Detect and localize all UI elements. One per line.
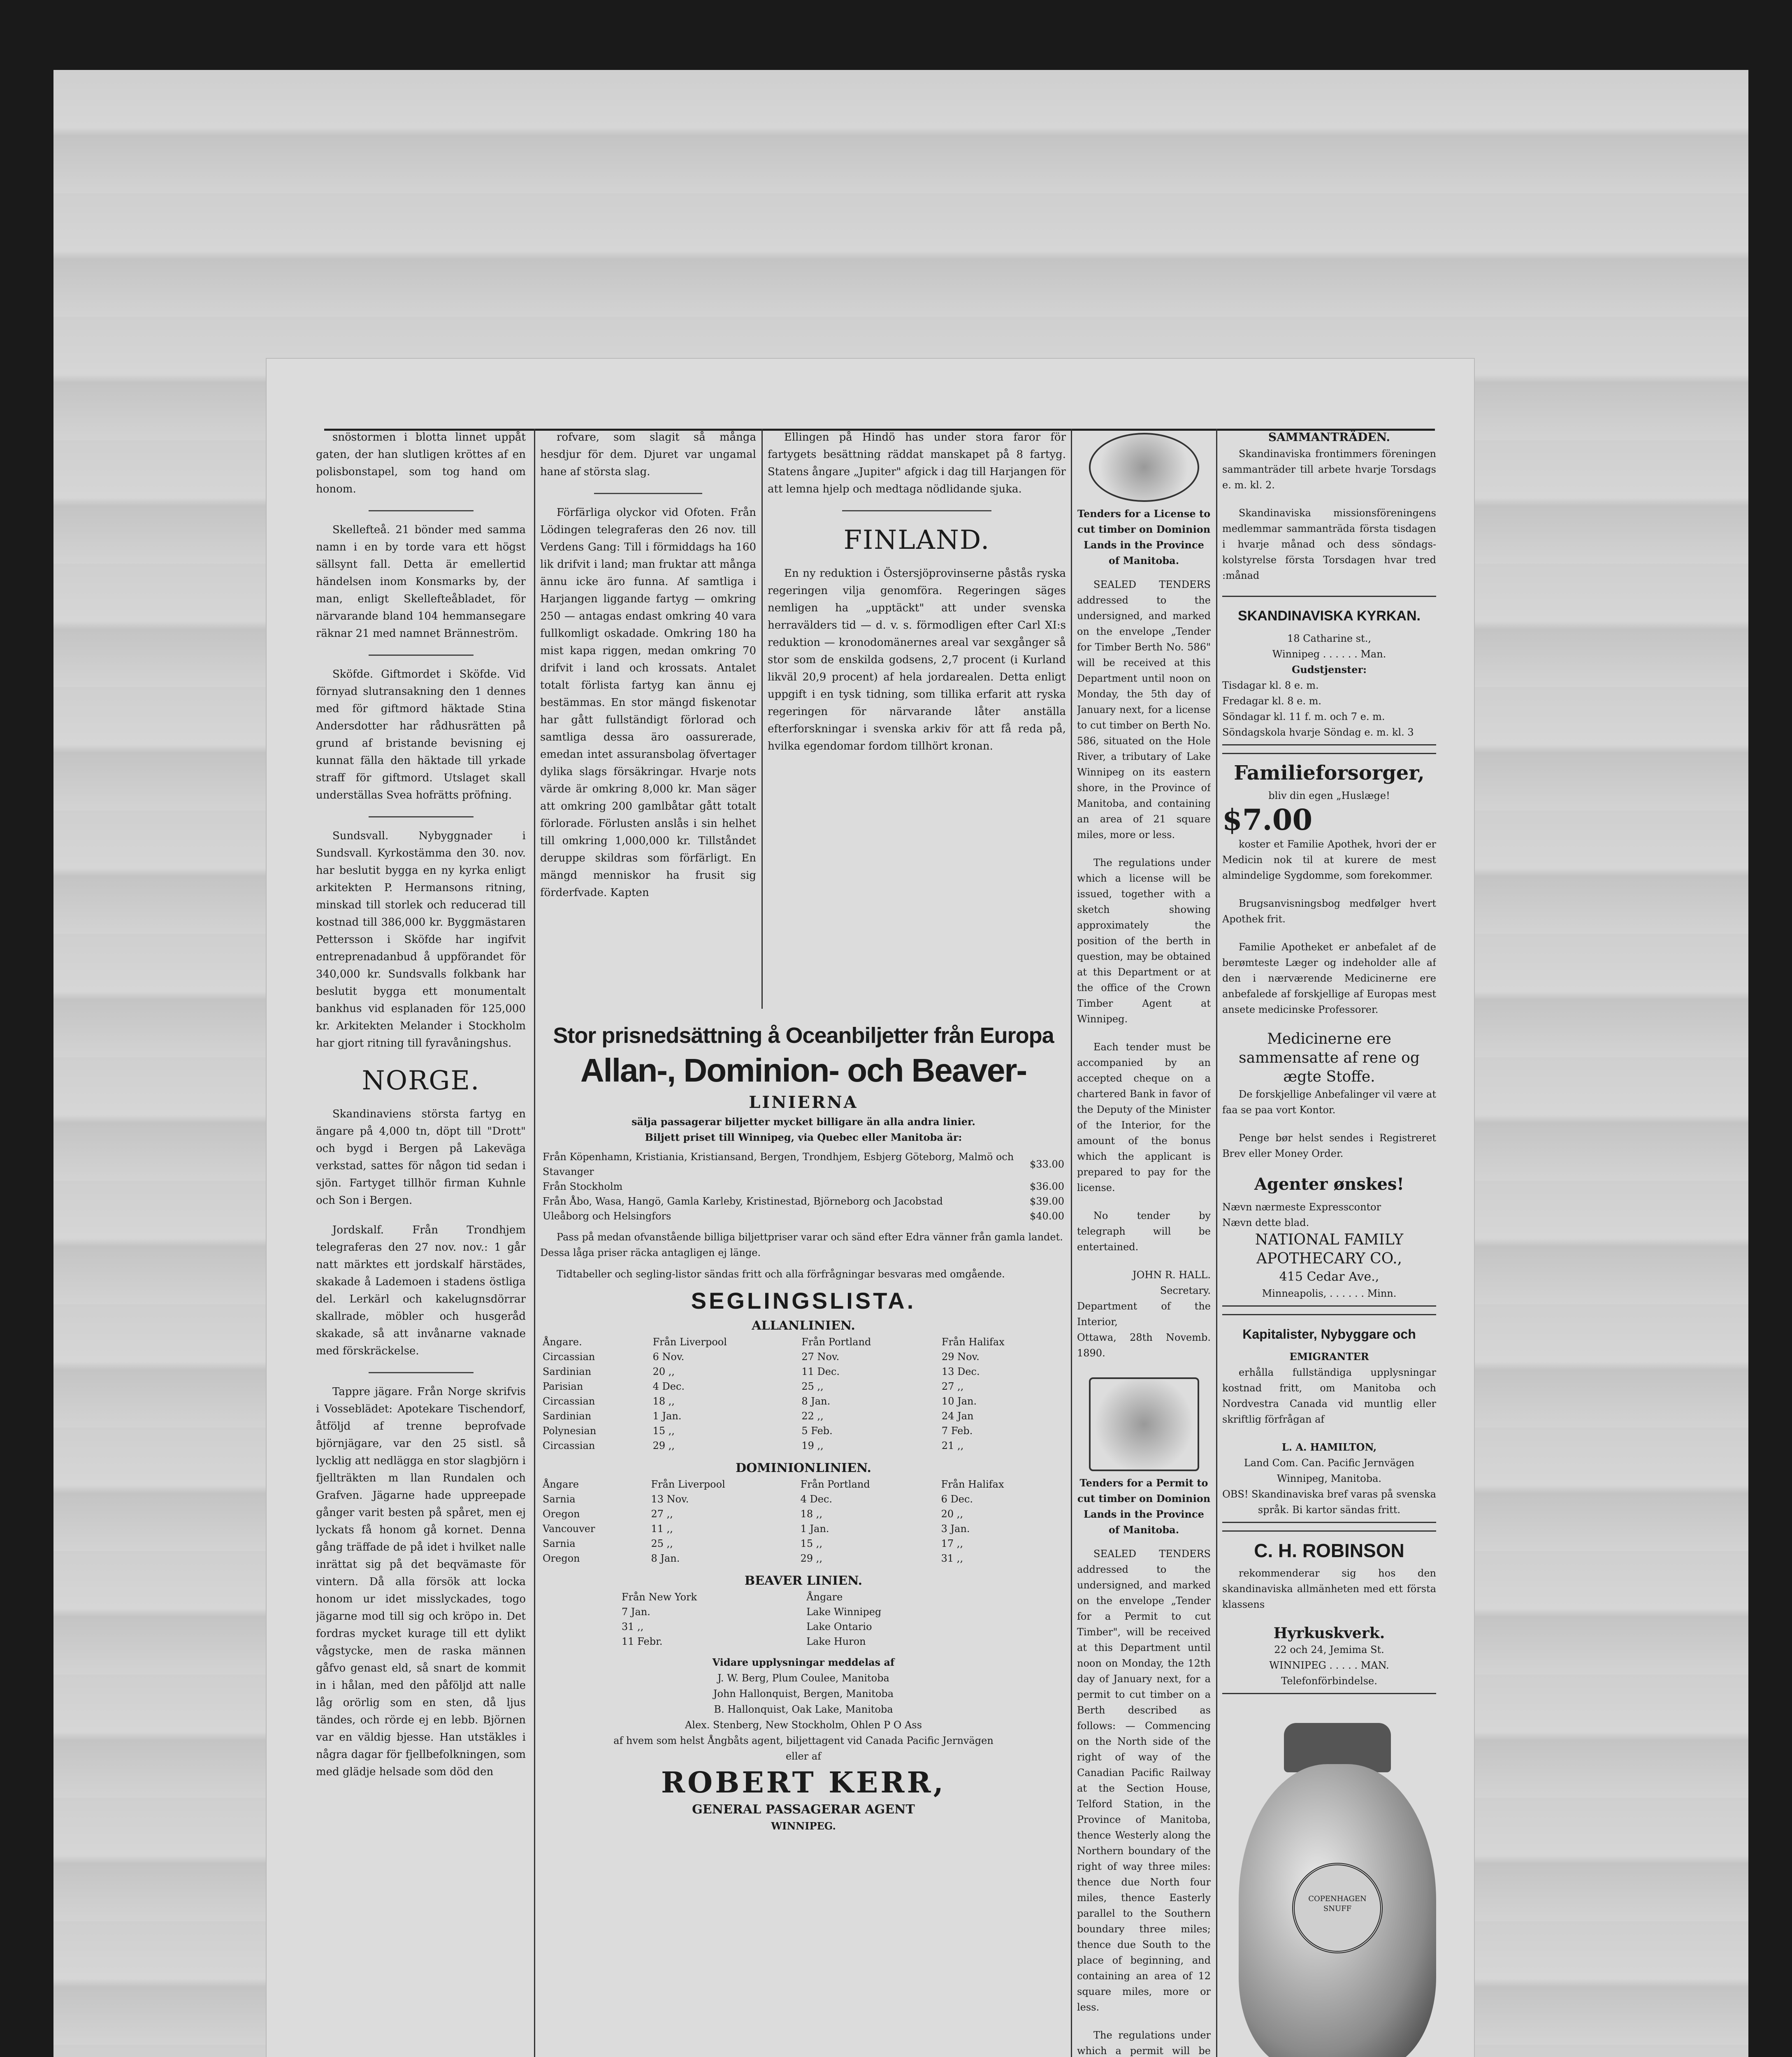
- hamilton-name: L. A. HAMILTON,: [1281, 1441, 1377, 1453]
- cell: 18 ,,: [800, 1508, 823, 1520]
- notice-signer-title: Secretary.: [1160, 1285, 1211, 1296]
- header-cell: Från Halifax: [941, 1336, 1005, 1348]
- cell: Sardinian: [543, 1366, 592, 1377]
- header-cell: Ångare: [543, 1479, 579, 1490]
- cell: Lake Ontario: [806, 1621, 872, 1632]
- cell: 19 ,,: [801, 1440, 824, 1451]
- cell: Polynesian: [543, 1425, 597, 1437]
- cell: 20 ,,: [941, 1508, 963, 1520]
- route-cell: Från Stockholm: [543, 1181, 623, 1192]
- price-cell: $36.00: [1030, 1181, 1064, 1192]
- table-row: [540, 1149, 1067, 1179]
- notice-para: No tender by telegraph will be entertained.: [1077, 1210, 1211, 1253]
- familie-text: koster et Familie Apothek, hvori der er Medicin nok til at kurere de mest almindelige Sygdomme, som forekommer.: [1222, 838, 1436, 881]
- agents-intro: Vidare upplysningar meddelas af: [712, 1656, 895, 1668]
- notice-dept: Department of the Interior,: [1077, 1300, 1211, 1328]
- apothecary-city: Minneapolis, . . . . . . Minn.: [1262, 1288, 1397, 1299]
- table-header: [540, 1477, 1067, 1492]
- table-row: [619, 1604, 988, 1619]
- cell: 6 Nov.: [652, 1351, 685, 1363]
- hamilton-city: Winnipeg, Manitoba.: [1277, 1473, 1382, 1484]
- column-divider: [1071, 429, 1072, 2057]
- notice-signer: JOHN R. HALL.: [1133, 1269, 1211, 1281]
- notice-para: The regulations under which a license will be issued, together with a sketch showing approximately the position of the berth in question, may be obtained at this Department or at the office of the Crown Timber Agent at Winnipeg.: [1077, 857, 1211, 1025]
- coat-of-arms-icon: [1089, 1377, 1199, 1471]
- article-skofde: Sköfde. Giftmordet i Sköfde. Vid förnyad slutransakning den 1 dennes med för giftmord häktade Stina Andersdotter har rådhusrätten på grund af bristande bevisning ej kunnat fälla den häktade till yrkade straff för giftmord. Utslaget skall underställas Svea hofrätts pröfning.: [316, 668, 526, 801]
- cell: 15 ,,: [800, 1538, 823, 1549]
- ad-sub2: Biljett priset till Winnipeg, via Quebec eller Manitoba är:: [645, 1131, 962, 1143]
- header-cell: Från Liverpool: [651, 1479, 725, 1490]
- table-row: [540, 1423, 1067, 1438]
- agent-line: B. Hallonquist, Oak Lake, Manitoba: [714, 1704, 893, 1715]
- table-header: [540, 1335, 1067, 1349]
- cell: Sarnia: [543, 1493, 576, 1505]
- cell: 27 ,,: [941, 1381, 964, 1392]
- table-row: [540, 1209, 1067, 1224]
- cell: 20 ,,: [652, 1366, 675, 1377]
- article-snostormen: snöstormen i blotta linnet uppåt gaten, der han slutligen kröttes af en polisbonstapel, som tog hand om honom.: [316, 431, 526, 495]
- price-cell: $33.00: [1030, 1159, 1064, 1170]
- cell: 5 Feb.: [801, 1425, 833, 1437]
- cell: 29 Nov.: [941, 1351, 980, 1363]
- hyrkuskverk: Hyrkuskverk.: [1273, 1625, 1385, 1642]
- notice-para: Each tender must be accompanied by an accepted cheque on a chartered Bank in favor of the Deputy of the Minister of the Interior, for the amount of the bonus which the applicant is prepared to pay for the license.: [1077, 1041, 1211, 1193]
- cell: 11 Dec.: [801, 1366, 840, 1377]
- cell: 31 ,,: [941, 1553, 963, 1564]
- header-cell: Ångare: [806, 1591, 843, 1603]
- agent-line: Alex. Stenberg, New Stockholm, Ohlen P O Ass: [685, 1719, 922, 1731]
- cell: 18 ,,: [652, 1395, 675, 1407]
- apothecary-address: 415 Cedar Ave.,: [1279, 1270, 1379, 1284]
- table-row: [540, 1394, 1067, 1409]
- kyrkan-time: Fredagar kl. 8 e. m.: [1222, 695, 1321, 707]
- separator: [369, 510, 474, 511]
- table-row: [540, 1507, 1067, 1521]
- article-reduktion: En ny reduktion i Östersjöprovinserne påstås ryska regeringen vilja genomföra. Regeringen säges nemligen ha „upptäckt" att under svenska herravälders tid — d. v. s. förmodligen efter Carl XI:s reduktion — kronodomänernes areal var sexgånger så stor som de enskilda godsens, 2,7 procent (i Kurland likväl 20,9 procent) af hela jordarealen. Detta enligt uppgift i en tysk tidning, som tillika erfarit att ryska regeringen för närvarande låter anställa efterforskningar i svenska arkiv för att få reda på, hvilka egendomar fordom tillhört kronan.: [768, 567, 1066, 752]
- robinson-ad: [1222, 1530, 1436, 1694]
- ad-note1: Pass på medan ofvanstående billiga biljettpriser varar och sänd efter Edra vänner från gamla landet. Dessa låga priser räcka antagligen ej länge.: [540, 1231, 1063, 1258]
- cell: 13 Nov.: [651, 1493, 689, 1505]
- cell: 24 Jan: [941, 1410, 974, 1422]
- kyrkan-time: Tisdagar kl. 8 e. m.: [1222, 680, 1319, 691]
- kyrkan-time: Söndagskola hvarje Söndag e. m. kl. 3: [1222, 727, 1414, 738]
- article-jordskalf: Jordskalf. Från Trondhjem telegraferas den 27 nov. nov.: 1 går natt märktes ett jordskalf härstädes, skakade å Lademoen i stadens östliga del. Lerkärl och kakelugnsdörrar skallrade, möbler och husgeråd skakade, så att invånarne vaknade med förskräckelse.: [316, 1224, 526, 1357]
- navn: Nævn dette blad.: [1222, 1217, 1309, 1228]
- allan-title: ALLANLINIEN.: [752, 1319, 855, 1333]
- ad-lines-title: Allan-, Dominion- och Beaver-: [580, 1052, 1027, 1089]
- header-cell: Från Portland: [801, 1336, 871, 1348]
- notice-para: SEALED TENDERS addressed to the undersigned, and marked on the envelope „Tender for a Permit to cut Timber", will be received at this Department until noon on Monday, the 12th day of January next, for a permit to cut timber on a Berth described as follows: — Commencing on the North side of the right of way of the Canadian Pacific Railway at the Section House, Telford Station, in the Province of Manitoba, thence Westerly along the Northern boundary of the right of way three miles: thence due North four miles, thence Easterly parallel to the Southern boundary three miles; thence due South to the place of beginning, and containing an area of 12 square miles, more or less.: [1077, 1548, 1211, 2013]
- price-cell: $39.00: [1030, 1196, 1064, 1207]
- header-cell: Från New York: [622, 1591, 697, 1603]
- obs-note: OBS! Skandinaviska bref varas på svenska språk. Bi kartor sändas fritt.: [1222, 1488, 1436, 1516]
- notice-para: The regulations under which a permit will be: [1077, 2029, 1211, 2057]
- separator: [842, 510, 991, 511]
- agents-note: af hvem som helst Ångbåts agent, biljettagent vid Canada Pacific Jernvägen: [613, 1735, 993, 1746]
- table-row: [619, 1634, 988, 1649]
- agent-city: WINNIPEG.: [771, 1820, 836, 1832]
- column-divider: [534, 429, 535, 2057]
- article-drott: Skandinaviens största fartyg en ängare på 4,000 tn, döpt till "Drott" och bygd i Bergen på Lakeväga verkstad, sattes för någon tid sedan i sjön. Fartyget tillhör firman Kuhnle och Son i Bergen.: [316, 1108, 526, 1207]
- telefon: Telefonförbindelse.: [1281, 1675, 1377, 1687]
- cell: Sarnia: [543, 1538, 576, 1549]
- header-cell: Ångare.: [543, 1336, 582, 1348]
- kyrkan-address: 18 Catharine st.,: [1287, 633, 1371, 644]
- cell: 3 Jan.: [941, 1523, 970, 1535]
- cell: Lake Huron: [806, 1636, 866, 1647]
- sammantraden-item: Skandinaviska missionsföreningens medlemmar sammanträda första tisdagen i hvarje månad och dess söndags-kolstyrelse första Torsdagen hvar tred :månad: [1222, 507, 1436, 581]
- cell: 13 Dec.: [941, 1366, 980, 1377]
- cell: Oregon: [543, 1553, 580, 1564]
- cell: Circassian: [543, 1395, 595, 1407]
- familie-big: Medicinerne ere sammensatte af rene og ægte Stoffe.: [1239, 1031, 1420, 1085]
- finland-heading: FINLAND.: [843, 525, 990, 555]
- allan-table: [540, 1335, 1067, 1453]
- table-row: [540, 1409, 1067, 1423]
- cell: 1 Jan.: [652, 1410, 682, 1422]
- emigranter: EMIGRANTER: [1289, 1351, 1369, 1363]
- ad-note2: Tidtabeller och segling-listor sändas fritt och alla förfrågningar besvaras med omgående.: [557, 1268, 1005, 1280]
- cell: 11 ,,: [651, 1523, 673, 1535]
- kyrkan-time: Söndagar kl. 11 f. m. och 7 e. m.: [1222, 711, 1385, 722]
- cell: 31 ,,: [622, 1621, 644, 1632]
- cell: 7 Feb.: [941, 1425, 973, 1437]
- cell: 17 ,,: [941, 1538, 963, 1549]
- dominion-table: [540, 1477, 1067, 1566]
- cell: 15 ,,: [652, 1425, 675, 1437]
- sammantraden-item: Skandinaviska frontimmers föreningen sammanträder till arbete hvarje Torsdags e. m. kl. 2.: [1222, 448, 1436, 491]
- notice1-title: Tenders for a License to cut timber on Dominion Lands in the Province of Manitoba.: [1077, 508, 1211, 566]
- separator: [369, 816, 474, 817]
- familie-text: Brugsanvisningsbog medfølger hvert Apothek frit.: [1222, 898, 1436, 925]
- header-cell: Från Portland: [800, 1479, 870, 1490]
- agent-title: GENERAL PASSAGERAR AGENT: [692, 1802, 915, 1817]
- familie-sub: bliv din egen „Huslæge!: [1268, 790, 1390, 801]
- article-ofoten: Förfärliga olyckor vid Ofoten. Från Lödingen telegraferas den 26 nov. till Verdens Gang: Till i förmiddags ha 160 lik drifvit i land; man fruktar att många ännu icke äro funna. Af samtliga i Harjangen liggande fartyg — omkring 250 — antagas endast omkring 40 vara fullkomligt oskadade. Omkring 180 ha mist kapa riggen, medan omkring 70 drifvit i land och krossats. Antalet totalt förlista fartyg kan ännu ej bestämmas. En stor mängd fiskenotar har gått fullständigt förlorad och samtliga dessa äro oassurerade, emedan intet assuransbolag öfvertager dylika slags försäkringar. Hvarje nots värde är omkring 8,000 kr. Man säger att omkring 200 gamlbåtar gått totalt förlorade. Förlusten anslås i sin helhet till omkring 1,000,000 kr. Tillståndet deruppe skildras som förfärligt. En mängd menniskor ha frusit sig förderfvade. Kapten: [540, 506, 756, 899]
- familie-text: Penge bør helst sendes i Registreret Brev eller Money Order.: [1222, 1132, 1436, 1159]
- column-3: [768, 429, 1066, 1005]
- table-row: [540, 1179, 1067, 1194]
- cell: 21 ,,: [941, 1440, 964, 1451]
- notice2-title: Tenders for a Permit to cut timber on Dominion Lands in the Province of Manitoba.: [1077, 1477, 1211, 1536]
- separator: [369, 1372, 474, 1373]
- column-divider: [761, 429, 763, 1009]
- kyrkan-city: Winnipeg . . . . . . Man.: [1272, 648, 1386, 660]
- sammantraden-title: SAMMANTRÄDEN.: [1268, 430, 1390, 444]
- kyrkan-ad: [1222, 596, 1436, 745]
- table-row: [540, 1551, 1067, 1566]
- column-4: [1077, 429, 1211, 2057]
- cell: 29 ,,: [800, 1553, 823, 1564]
- kyrkan-title: SKANDINAVISKA KYRKAN.: [1238, 608, 1421, 624]
- agenter: Agenter ønskes!: [1254, 1175, 1404, 1194]
- header-cell: Från Liverpool: [652, 1336, 727, 1348]
- kapitalister-ad: [1222, 1314, 1436, 1523]
- cell: 7 Jan.: [622, 1606, 650, 1618]
- agent-name: ROBERT KERR,: [661, 1765, 946, 1799]
- jar-label: COPENHAGEN SNUFF: [1292, 1863, 1383, 1953]
- familie-text: Familie Apotheket er anbefalet af de berømteste Læger og indeholder alle af den i nærværende Medicinerne ere anbefalede af forskjellige af Europas mest ansete medicinske Professorer.: [1222, 941, 1436, 1015]
- table-header: [619, 1590, 988, 1604]
- cell: 22 ,,: [801, 1410, 824, 1422]
- cell: 4 Dec.: [800, 1493, 833, 1505]
- robinson-city: WINNIPEG . . . . . MAN.: [1269, 1660, 1389, 1671]
- table-row: [540, 1194, 1067, 1209]
- cell: Lake Winnipeg: [806, 1606, 882, 1618]
- table-row: [540, 1379, 1067, 1394]
- familie-price: $7.00: [1222, 803, 1313, 837]
- robinson-address: 22 och 24, Jemima St.: [1274, 1644, 1384, 1655]
- cell: 4 Dec.: [652, 1381, 685, 1392]
- crest-icon: [1089, 433, 1199, 502]
- cell: 11 Febr.: [622, 1636, 663, 1647]
- price-cell: $40.00: [1030, 1210, 1064, 1222]
- table-row: [540, 1492, 1067, 1507]
- cell: Oregon: [543, 1508, 580, 1520]
- robinson-text: rekommenderar sig hos den skandinaviska allmänheten med ett första klassens: [1222, 1567, 1436, 1610]
- cell: 1 Jan.: [800, 1523, 829, 1535]
- article-rofvare: rofvare, som slagit så många hesdjur för dem. Djuret var ungamal hane af största slag.: [540, 431, 756, 478]
- hamilton-title: Land Com. Can. Pacific Jernvägen: [1244, 1457, 1415, 1469]
- header-cell: Från Halifax: [941, 1479, 1004, 1490]
- beaver-title: BEAVER LINIEN.: [744, 1574, 863, 1588]
- column-divider: [1216, 429, 1217, 2057]
- cell: 27 ,,: [651, 1508, 673, 1520]
- ad-linierna: LINIERNA: [749, 1093, 858, 1112]
- cell: Sardinian: [543, 1410, 592, 1422]
- familie-text: De forskjellige Anbefalinger vil være at faa se paa vort Kontor.: [1222, 1089, 1436, 1116]
- article-sundsvall: Sundsvall. Nybyggnader i Sundsvall. Kyrkostämma den 30. nov. har beslutit bygga en ny kyrka enligt arkitekten P. Hermansons ritning, minskad till storlek och reducerad till kostnad till 386,000 kr. Byggmästaren Pettersson i Sköfde har ingifvit entreprenadanbud å uppförandet för 340,000 kr. Sundsvalls folkbank har beslutit bygga ett monumentalt bankhus vid esplanaden för 125,000 kr. Arkitekten Melander i Stockholm har gjort ritning till fyravåningshus.: [316, 830, 526, 1049]
- separator: [369, 655, 474, 656]
- eller-af: eller af: [785, 1751, 822, 1762]
- snuff-jar-image: [1222, 1706, 1436, 2057]
- cell: 25 ,,: [651, 1538, 673, 1549]
- column-5: [1222, 429, 1436, 2057]
- kapitalister-title: Kapitalister, Nybyggare och: [1242, 1327, 1416, 1342]
- cell: 25 ,,: [801, 1381, 824, 1392]
- familie-ad: [1222, 753, 1436, 1307]
- newspaper-page: [267, 359, 1474, 2057]
- article-skelleftea: Skellefteå. 21 bönder med samma namn i en by torde vara ett högst sällsynt fall. Detta är emellertid händelsen inom Konsmarks by, der man, enligt Skellefteåbladet, för närvarande bland 104 hemmansegare räknar 21 med namnet Bränneström.: [316, 524, 526, 640]
- robinson-name: C. H. ROBINSON: [1254, 1540, 1404, 1561]
- agent-line: J. W. Berg, Plum Coulee, Manitoba: [717, 1672, 889, 1684]
- apothecary-name: NATIONAL FAMILY APOTHECARY CO.,: [1255, 1231, 1404, 1267]
- gudstjenster: Gudstjenster:: [1291, 664, 1367, 676]
- cell: 10 Jan.: [941, 1395, 977, 1407]
- article-tappre-jagare: Tappre jägare. Från Norge skrifvis i Vosseblädet: Apotekare Tischendorf, åtföljd af trenne beprofvade björnjägare, var den 25 sistl. så lycklig att nedlägga en stor slagbjörn i fjellträkten m llan Rundalen och Grafven. Jägarne hade uppreepade gånger varit besten på spåret, men ej lyckats få honom gå kornet. Denna gång träffade de på idet i hvilket nalle inrättat sig på det beqvämaste för vintern. Då alla försök att locka honom ur idet misslyckades, togo jägarne mod till sig och kröpo in. Det fordras mycket kurage till ett dylikt vågstycke, men de raska männen gåfvo genast eld, så snart de kommit in i hålan, med den påföljd att nalle låg orörlig som en sten, då ljus tändes, och rörde ej en lebb. Björnen var en väldig bjesse. Han utstäkles i några dagar för fjellbefolkningen, som med glädje helsade som död den: [316, 1386, 526, 1778]
- ad-headline: Stor prisnedsättning å Oceanbiljetter från Europa: [553, 1023, 1054, 1048]
- table-row: [540, 1364, 1067, 1379]
- dominion-title: DOMINIONLINIEN.: [736, 1461, 871, 1475]
- agent-line: John Hallonquist, Bergen, Manitoba: [713, 1688, 894, 1699]
- familie-title: Familieforsorger,: [1234, 762, 1425, 785]
- notice-para: SEALED TENDERS addressed to the undersigned, and marked on the envelope „Tender for Timber Berth No. 586" will be received at this Department until noon on Monday, the 5th day of January next, for a license to cut timber on Berth No. 586, situated on the Hole River, a tributary of Lake Winnipeg on its eastern shore, in the Province of Manitoba, and containing an area of 21 square miles, more or less.: [1077, 579, 1211, 840]
- cell: 29 ,,: [652, 1440, 675, 1451]
- route-cell: Från Åbo, Wasa, Hangö, Gamla Karleby, Kristinestad, Björneborg och Jacobstad: [543, 1196, 943, 1207]
- cell: Vancouver: [543, 1523, 595, 1535]
- column-2: [540, 429, 756, 1005]
- article-ellingen: Ellingen på Hindö has under stora faror för fartygets besättning räddat manskapet på 8 fartyg. Statens ångare „Jupiter" afgick i dag till Harjangen för att lemna hjelp och medtaga nödlidande sjuka.: [768, 431, 1066, 495]
- cell: 27 Nov.: [801, 1351, 840, 1363]
- table-row: [540, 1438, 1067, 1453]
- ocean-ticket-ad: [540, 1021, 1067, 2057]
- cell: 8 Jan.: [801, 1395, 831, 1407]
- agenter-note: Nævn nærmeste Expresscontor: [1222, 1201, 1381, 1213]
- cell: Circassian: [543, 1440, 595, 1451]
- cell: Parisian: [543, 1381, 583, 1392]
- cell: Circassian: [543, 1351, 595, 1363]
- table-row: [540, 1349, 1067, 1364]
- notice-date: Ottawa, 28th Novemb. 1890.: [1077, 1332, 1211, 1359]
- table-row: [540, 1536, 1067, 1551]
- route-cell: Från Köpenhamn, Kristiania, Kristiansand, Bergen, Trondhjem, Esbjerg Göteborg, Malmö och Stavanger: [543, 1151, 1014, 1177]
- ad-sub1: sälja passagerar biljetter mycket billigare än alla andra linier.: [631, 1116, 975, 1128]
- seglingslista-heading: SEGLINGSLISTA.: [691, 1288, 916, 1314]
- cell: 6 Dec.: [941, 1493, 973, 1505]
- cell: 8 Jan.: [651, 1553, 680, 1564]
- column-1: [316, 429, 526, 2057]
- table-row: [540, 1521, 1067, 1536]
- route-cell: Uleåborg och Helsingfors: [543, 1210, 671, 1222]
- norge-heading: NORGE.: [362, 1066, 480, 1096]
- separator: [594, 493, 702, 494]
- beaver-table: [619, 1590, 988, 1649]
- price-table: [540, 1149, 1067, 1224]
- kapitalister-text: erhålla fullständiga upplysningar kostnad fritt, om Manitoba och Nordvestra Canada vid muntlig eller skriftlig förfrågan af: [1222, 1367, 1436, 1425]
- table-row: [619, 1619, 988, 1634]
